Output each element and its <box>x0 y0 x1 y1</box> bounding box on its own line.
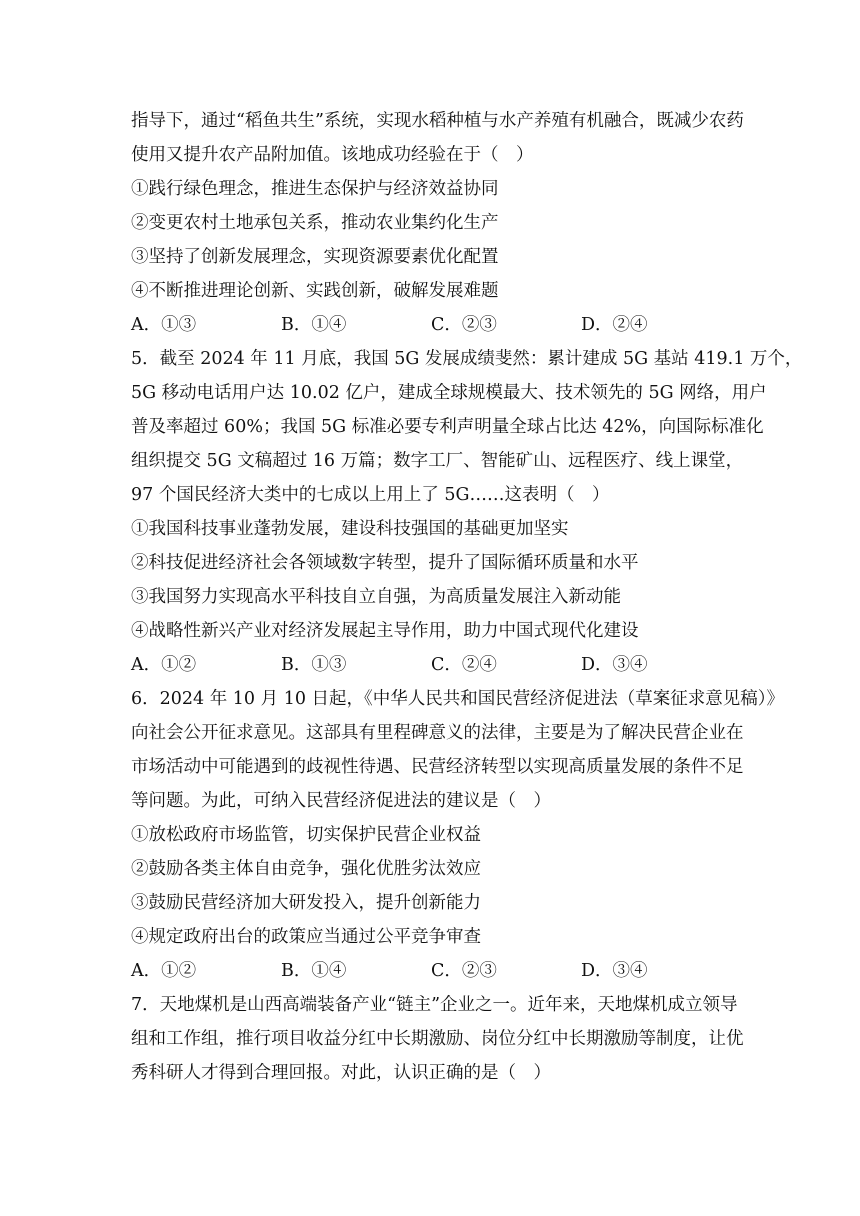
question-stem-line: 7．天地煤机是山西高端装备产业“链主”企业之一。近年来，天地煤机成立领导 <box>131 995 738 1015</box>
statement-item: ②科技促进经济社会各领域数字转型，提升了国际循环质量和水平 <box>131 553 639 573</box>
question-5 <box>131 342 803 682</box>
question-stem-line: 组织提交 5G 文稿超过 16 万篇；数字工厂、智能矿山、远程医疗、线上课堂， <box>131 451 744 471</box>
question-stem-line: 秀科研人才得到合理回报。对此，认识正确的是（ ） <box>131 1063 551 1083</box>
statement-item: ④规定政府出台的政策应当通过公平竞争审查 <box>131 927 481 947</box>
option-d: D．②④ <box>581 315 648 335</box>
question-stem-line: 市场活动中可能遇到的歧视性待遇、民营经济转型以实现高质量发展的条件不足 <box>131 757 744 777</box>
answer-options <box>131 308 731 342</box>
question-stem-line: 5．截至 2024 年 11 月底，我国 5G 发展成绩斐然：累计建成 5G 基站 419.1 万个， <box>131 349 803 369</box>
statement-item: ④不断推进理论创新、实践创新，破解发展难题 <box>131 281 499 301</box>
question-7 <box>131 988 744 1090</box>
question-stem-line: 等问题。为此，可纳入民营经济促进法的建议是（ ） <box>131 791 551 811</box>
option-a: A．①③ <box>131 315 197 335</box>
answer-options <box>131 954 731 988</box>
question-stem-line: 97 个国民经济大类中的七成以上用上了 5G……这表明（ ） <box>131 485 610 505</box>
option-c: C．②③ <box>431 961 497 981</box>
statement-item: ①践行绿色理念，推进生态保护与经济效益协同 <box>131 179 499 199</box>
question-stem-line: 普及率超过 60%；我国 5G 标准必要专利声明量全球占比达 42%，向国际标准化 <box>131 417 764 437</box>
question-stem-line: 5G 移动电话用户达 10.02 亿户，建成全球规模最大、技术领先的 5G 网络，用户 <box>131 383 767 403</box>
statement-item: ③鼓励民营经济加大研发投入，提升创新能力 <box>131 893 481 913</box>
option-a: A．①② <box>131 961 197 981</box>
option-c: C．②④ <box>431 655 497 675</box>
answer-options <box>131 648 731 682</box>
question-stem-line: 6．2024 年 10 月 10 日起，《中华人民共和国民营经济促进法（草案征求意见稿）》 <box>131 689 785 709</box>
statement-item: ③我国努力实现高水平科技自立自强，为高质量发展注入新动能 <box>131 587 621 607</box>
option-b: B．①④ <box>281 961 347 981</box>
exam-content <box>131 104 803 1090</box>
question-stem-line: 指导下，通过“稻鱼共生”系统，实现水稻种植与水产养殖有机融合，既减少农药 <box>131 111 744 131</box>
option-b: B．①③ <box>281 655 347 675</box>
statement-item: ④战略性新兴产业对经济发展起主导作用，助力中国式现代化建设 <box>131 621 639 641</box>
option-b: B．①④ <box>281 315 347 335</box>
statement-item: ②鼓励各类主体自由竞争，强化优胜劣汰效应 <box>131 859 481 879</box>
statement-item: ①放松政府市场监管，切实保护民营企业权益 <box>131 825 481 845</box>
option-a: A．①② <box>131 655 197 675</box>
question-4 <box>131 104 744 342</box>
question-6 <box>131 682 785 988</box>
statement-item: ②变更农村土地承包关系，推动农业集约化生产 <box>131 213 499 233</box>
option-c: C．②③ <box>431 315 497 335</box>
question-stem-line: 使用又提升农产品附加值。该地成功经验在于（ ） <box>131 145 534 165</box>
option-d: D．③④ <box>581 961 648 981</box>
question-stem-line: 组和工作组，推行项目收益分红中长期激励、岗位分红中长期激励等制度，让优 <box>131 1029 744 1049</box>
option-d: D．③④ <box>581 655 648 675</box>
question-stem-line: 向社会公开征求意见。这部具有里程碑意义的法律，主要是为了解决民营企业在 <box>131 723 744 743</box>
statement-item: ③坚持了创新发展理念，实现资源要素优化配置 <box>131 247 499 267</box>
statement-item: ①我国科技事业蓬勃发展，建设科技强国的基础更加坚实 <box>131 519 569 539</box>
